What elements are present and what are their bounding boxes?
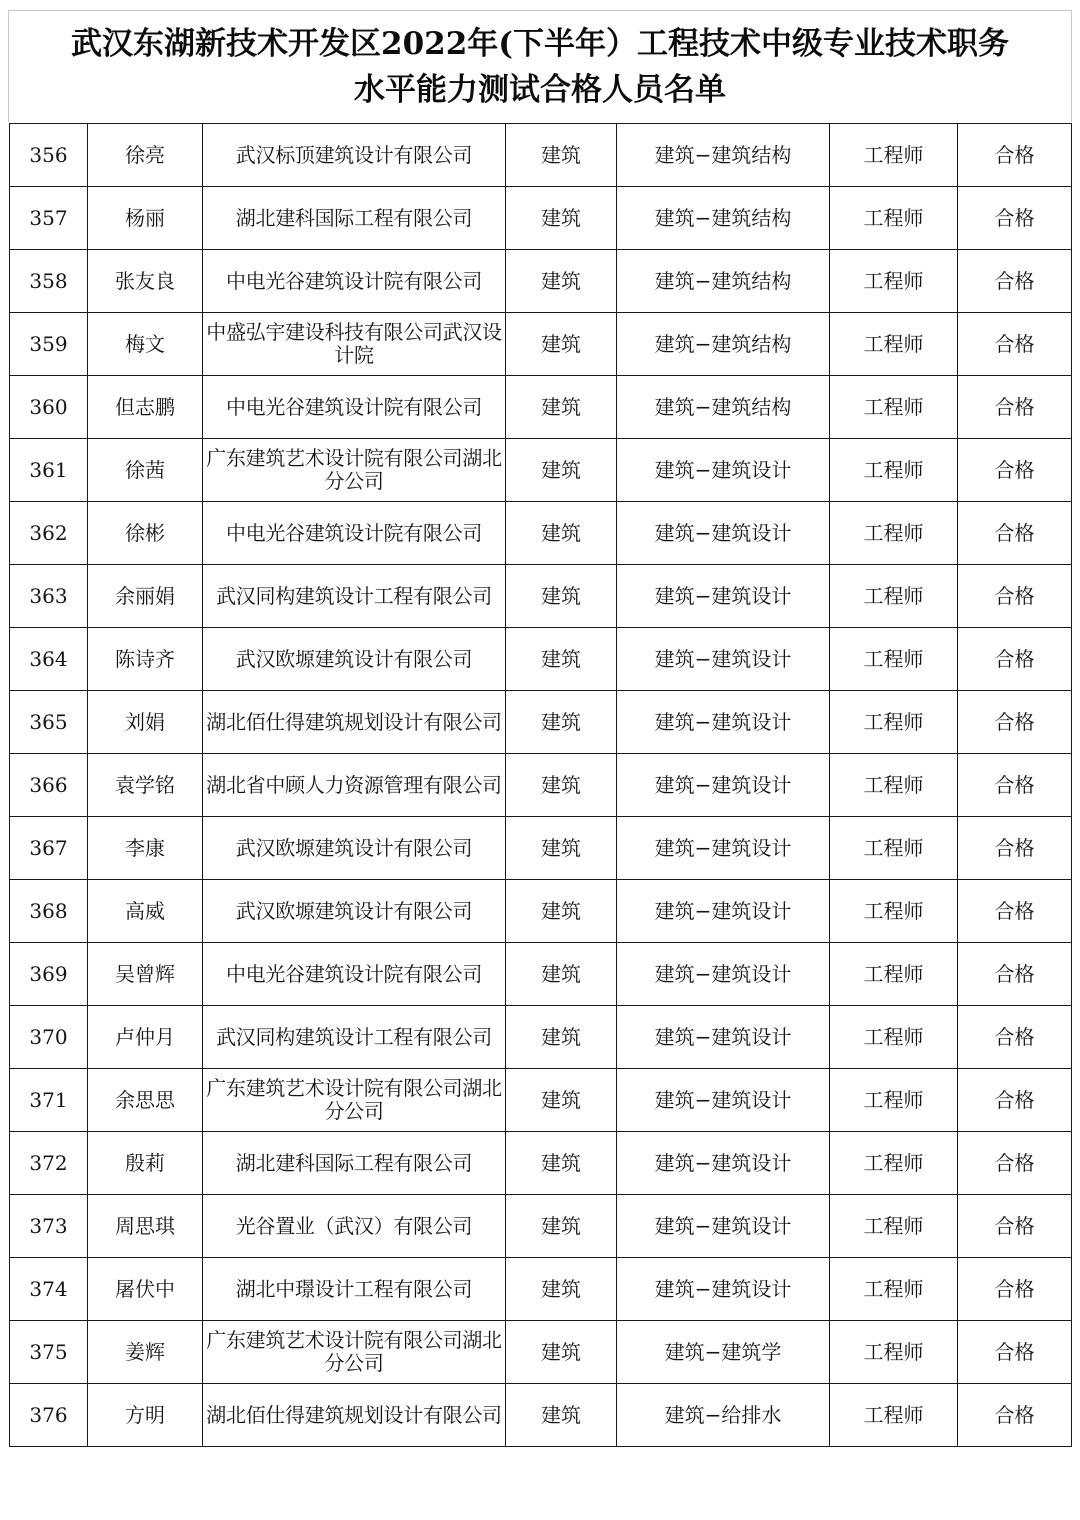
result: 合格 — [958, 376, 1072, 439]
row-number: 364 — [10, 628, 88, 691]
title-level: 工程师 — [830, 187, 958, 250]
company-name: 光谷置业（武汉）有限公司 — [203, 1195, 506, 1258]
table-row — [10, 628, 1072, 691]
specialty: 建筑−建筑结构 — [617, 376, 830, 439]
field: 建筑 — [506, 1006, 617, 1069]
table-body — [10, 124, 1072, 1447]
row-number: 374 — [10, 1258, 88, 1321]
title-level: 工程师 — [830, 1069, 958, 1132]
title-level: 工程师 — [830, 439, 958, 502]
specialty: 建筑−建筑结构 — [617, 250, 830, 313]
title-level: 工程师 — [830, 124, 958, 187]
result: 合格 — [958, 502, 1072, 565]
specialty: 建筑−建筑结构 — [617, 124, 830, 187]
row-number: 370 — [10, 1006, 88, 1069]
person-name: 周思琪 — [88, 1195, 203, 1258]
title-level: 工程师 — [830, 1195, 958, 1258]
specialty: 建筑−建筑设计 — [617, 565, 830, 628]
specialty: 建筑−建筑设计 — [617, 943, 830, 1006]
person-name: 方明 — [88, 1384, 203, 1447]
title-level: 工程师 — [830, 502, 958, 565]
person-name: 梅文 — [88, 313, 203, 376]
field: 建筑 — [506, 817, 617, 880]
field: 建筑 — [506, 943, 617, 1006]
row-number: 356 — [10, 124, 88, 187]
specialty: 建筑−建筑设计 — [617, 1069, 830, 1132]
person-name: 袁学铭 — [88, 754, 203, 817]
company-name: 湖北建科国际工程有限公司 — [203, 187, 506, 250]
field: 建筑 — [506, 1069, 617, 1132]
title-level: 工程师 — [830, 1258, 958, 1321]
person-name: 刘娟 — [88, 691, 203, 754]
specialty: 建筑−建筑结构 — [617, 313, 830, 376]
specialty: 建筑−建筑设计 — [617, 502, 830, 565]
row-number: 362 — [10, 502, 88, 565]
row-number: 359 — [10, 313, 88, 376]
field: 建筑 — [506, 124, 617, 187]
table-row — [10, 376, 1072, 439]
result: 合格 — [958, 124, 1072, 187]
company-name: 武汉欧塬建筑设计有限公司 — [203, 817, 506, 880]
company-name: 湖北佰仕得建筑规划设计有限公司 — [203, 691, 506, 754]
row-number: 360 — [10, 376, 88, 439]
company-name: 中电光谷建筑设计院有限公司 — [203, 502, 506, 565]
person-name: 屠伏中 — [88, 1258, 203, 1321]
specialty: 建筑−给排水 — [617, 1384, 830, 1447]
company-name: 湖北佰仕得建筑规划设计有限公司 — [203, 1384, 506, 1447]
table-row — [10, 1384, 1072, 1447]
result: 合格 — [958, 880, 1072, 943]
person-name: 余思思 — [88, 1069, 203, 1132]
row-number: 358 — [10, 250, 88, 313]
person-name: 徐茜 — [88, 439, 203, 502]
company-name: 湖北中璟设计工程有限公司 — [203, 1258, 506, 1321]
title-level: 工程师 — [830, 754, 958, 817]
field: 建筑 — [506, 439, 617, 502]
document-title-line-2: 水平能力测试合格人员名单 — [354, 71, 726, 108]
specialty: 建筑−建筑设计 — [617, 439, 830, 502]
field: 建筑 — [506, 376, 617, 439]
table-row — [10, 754, 1072, 817]
title-level: 工程师 — [830, 1321, 958, 1384]
table-row — [10, 1258, 1072, 1321]
title-level: 工程师 — [830, 250, 958, 313]
table-row — [10, 691, 1072, 754]
result: 合格 — [958, 943, 1072, 1006]
table-row — [10, 124, 1072, 187]
title-level: 工程师 — [830, 1006, 958, 1069]
title-level: 工程师 — [830, 565, 958, 628]
table-row — [10, 1195, 1072, 1258]
person-name: 卢仲月 — [88, 1006, 203, 1069]
company-name: 湖北建科国际工程有限公司 — [203, 1132, 506, 1195]
person-name: 余丽娟 — [88, 565, 203, 628]
specialty: 建筑−建筑设计 — [617, 1195, 830, 1258]
company-name: 中电光谷建筑设计院有限公司 — [203, 943, 506, 1006]
person-name: 吴曾辉 — [88, 943, 203, 1006]
title-level: 工程师 — [830, 817, 958, 880]
title-level: 工程师 — [830, 1384, 958, 1447]
row-number: 367 — [10, 817, 88, 880]
row-number: 366 — [10, 754, 88, 817]
result: 合格 — [958, 817, 1072, 880]
title-level: 工程师 — [830, 1132, 958, 1195]
company-name: 武汉同构建筑设计工程有限公司 — [203, 565, 506, 628]
qualified-personnel-table — [9, 123, 1072, 1447]
result: 合格 — [958, 691, 1072, 754]
table-row — [10, 1321, 1072, 1384]
person-name: 但志鹏 — [88, 376, 203, 439]
specialty: 建筑−建筑设计 — [617, 817, 830, 880]
company-name: 武汉欧塬建筑设计有限公司 — [203, 880, 506, 943]
person-name: 高威 — [88, 880, 203, 943]
table-row — [10, 1132, 1072, 1195]
field: 建筑 — [506, 628, 617, 691]
row-number: 375 — [10, 1321, 88, 1384]
person-name: 徐亮 — [88, 124, 203, 187]
specialty: 建筑−建筑设计 — [617, 628, 830, 691]
field: 建筑 — [506, 691, 617, 754]
title-level: 工程师 — [830, 943, 958, 1006]
row-number: 372 — [10, 1132, 88, 1195]
row-number: 363 — [10, 565, 88, 628]
company-name: 武汉标顶建筑设计有限公司 — [203, 124, 506, 187]
title-level: 工程师 — [830, 313, 958, 376]
title-level: 工程师 — [830, 376, 958, 439]
field: 建筑 — [506, 754, 617, 817]
title-level: 工程师 — [830, 691, 958, 754]
specialty: 建筑−建筑设计 — [617, 1258, 830, 1321]
person-name: 殷莉 — [88, 1132, 203, 1195]
row-number: 361 — [10, 439, 88, 502]
specialty: 建筑−建筑设计 — [617, 1132, 830, 1195]
result: 合格 — [958, 187, 1072, 250]
table-row — [10, 943, 1072, 1006]
result: 合格 — [958, 628, 1072, 691]
title-level: 工程师 — [830, 628, 958, 691]
company-name: 武汉欧塬建筑设计有限公司 — [203, 628, 506, 691]
specialty: 建筑−建筑设计 — [617, 754, 830, 817]
table-row — [10, 502, 1072, 565]
field: 建筑 — [506, 1195, 617, 1258]
result: 合格 — [958, 1132, 1072, 1195]
company-name: 广东建筑艺术设计院有限公司湖北分公司 — [203, 1321, 506, 1384]
specialty: 建筑−建筑结构 — [617, 187, 830, 250]
field: 建筑 — [506, 1132, 617, 1195]
table-row — [10, 817, 1072, 880]
table-row — [10, 880, 1072, 943]
row-number: 376 — [10, 1384, 88, 1447]
company-name: 中电光谷建筑设计院有限公司 — [203, 250, 506, 313]
table-row — [10, 1006, 1072, 1069]
result: 合格 — [958, 1069, 1072, 1132]
result: 合格 — [958, 313, 1072, 376]
person-name: 陈诗齐 — [88, 628, 203, 691]
person-name: 姜辉 — [88, 1321, 203, 1384]
result: 合格 — [958, 1321, 1072, 1384]
company-name: 中盛弘宇建设科技有限公司武汉设计院 — [203, 313, 506, 376]
company-name: 湖北省中顾人力资源管理有限公司 — [203, 754, 506, 817]
row-number: 365 — [10, 691, 88, 754]
result: 合格 — [958, 1006, 1072, 1069]
company-name: 广东建筑艺术设计院有限公司湖北分公司 — [203, 1069, 506, 1132]
document-title-line-1: 武汉东湖新技术开发区2022年(下半年）工程技术中级专业技术职务 — [71, 25, 1009, 62]
row-number: 357 — [10, 187, 88, 250]
specialty: 建筑−建筑学 — [617, 1321, 830, 1384]
result: 合格 — [958, 754, 1072, 817]
row-number: 371 — [10, 1069, 88, 1132]
field: 建筑 — [506, 1258, 617, 1321]
specialty: 建筑−建筑设计 — [617, 880, 830, 943]
result: 合格 — [958, 1258, 1072, 1321]
field: 建筑 — [506, 187, 617, 250]
field: 建筑 — [506, 502, 617, 565]
company-name: 广东建筑艺术设计院有限公司湖北分公司 — [203, 439, 506, 502]
table-row — [10, 250, 1072, 313]
specialty: 建筑−建筑设计 — [617, 691, 830, 754]
person-name: 杨丽 — [88, 187, 203, 250]
field: 建筑 — [506, 565, 617, 628]
company-name: 中电光谷建筑设计院有限公司 — [203, 376, 506, 439]
company-name: 武汉同构建筑设计工程有限公司 — [203, 1006, 506, 1069]
table-row — [10, 1069, 1072, 1132]
table-row — [10, 439, 1072, 502]
row-number: 368 — [10, 880, 88, 943]
specialty: 建筑−建筑设计 — [617, 1006, 830, 1069]
table-row — [10, 565, 1072, 628]
table-row — [10, 187, 1072, 250]
row-number: 373 — [10, 1195, 88, 1258]
result: 合格 — [958, 1195, 1072, 1258]
result: 合格 — [958, 439, 1072, 502]
row-number: 369 — [10, 943, 88, 1006]
field: 建筑 — [506, 250, 617, 313]
person-name: 张友良 — [88, 250, 203, 313]
title-level: 工程师 — [830, 880, 958, 943]
person-name: 李康 — [88, 817, 203, 880]
result: 合格 — [958, 565, 1072, 628]
field: 建筑 — [506, 313, 617, 376]
field: 建筑 — [506, 880, 617, 943]
field: 建筑 — [506, 1384, 617, 1447]
field: 建筑 — [506, 1321, 617, 1384]
result: 合格 — [958, 250, 1072, 313]
table-row — [10, 313, 1072, 376]
document-title — [8, 10, 1072, 122]
person-name: 徐彬 — [88, 502, 203, 565]
result: 合格 — [958, 1384, 1072, 1447]
